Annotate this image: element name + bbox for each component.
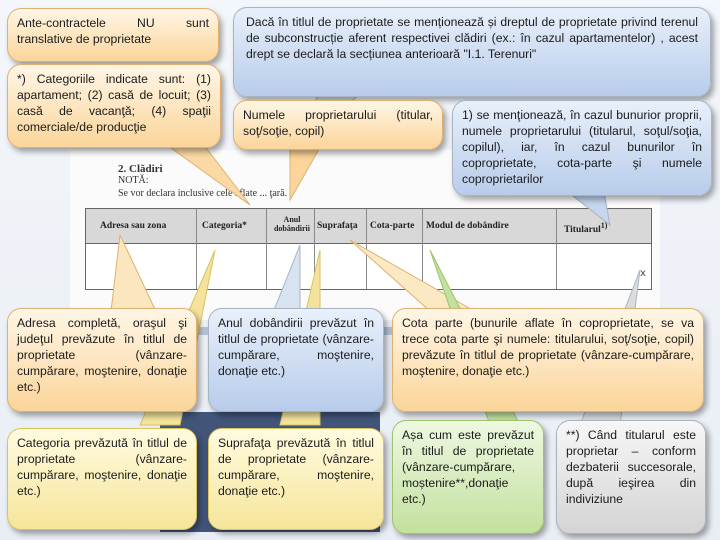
header-titular: Titularul$^{1)}$: [564, 221, 608, 236]
header-cota: Cota-parte: [370, 221, 415, 231]
callout-share: Cota parte (bunurile aflate în coproprietate, se va trece cota parte şi numele: titularului, soţ/soţie, copil) prevăzute în titlul de proprietate (vânzare-cumpărare, moştenire, donaţie etc.): [392, 308, 704, 412]
note-label: NOTĂ:: [118, 175, 149, 186]
callout-acquisition-mode: Așa cum este prevăzut în titlul de proprietate (vânzare-cumpărare, moștenire**,donaţie etc.): [392, 420, 544, 534]
header-adresa: Adresa sau zona: [100, 221, 167, 231]
callout-address: Adresa completă, oraşul şi judeţul prevăzute în titlul de proprietate (vânzare-cumpărare, moştenire, donaţie etc.): [7, 308, 197, 412]
header-suprafata: Suprafaţa: [317, 221, 358, 231]
callout-categories: *) Categoriile indicate sunt: (1) apartament; (2) casă de locuit; (3) casă de vacanţă; (4) spaţii comerciale/de producţie: [7, 64, 221, 148]
callout-acquisition-year: Anul dobândirii prevăzut în titlul de proprietate (vânzare-cumpărare, moştenire, donaţie etc.): [208, 308, 384, 412]
callout-coownership: 1) se menţionează, în cazul bunurior proprii, numele proprietarului (titularul, soţul/soţia, copilul), iar, în cazul bunurilor în coproprietate, cota-parte şi numele coproprietarilor: [452, 100, 712, 196]
section-title: 2. Clădiri: [118, 163, 163, 175]
row-close-mark: x: [640, 268, 646, 279]
declare-line: Se vor declara inclusive cele aflate ... ţară.: [118, 188, 288, 199]
callout-category: Categoria prevăzută în titlul de proprietate (vânzare-cumpărare, moştenire, donaţie etc.): [7, 428, 197, 530]
callout-owner-name: Numele proprietarului (titular, soţ/soţie, copil): [233, 100, 443, 150]
callout-not-translative: Ante-contractele NU sunt translative de proprietate: [7, 8, 219, 62]
header-categoria: Categoria*: [202, 221, 247, 231]
callout-surface: Suprafaţa prevăzută în titlul de proprietate (vânzare-cumpărare, moştenire, donaţie etc.): [208, 428, 384, 530]
header-modul: Modul de dobândire: [426, 221, 509, 231]
callout-land-right: Dacă în titlul de proprietate se menționează și dreptul de proprietate privind terenul de subconstrucție aferent respectivei clădiri (ex.: în cazul apartamentelor) , acest drept se declară la secțiunea anterioară "I.1. Terenuri": [233, 7, 711, 97]
callout-succession: **) Când titularul este proprietar – conform dezbaterii succesorale, după ieşirea din indiviziune: [556, 420, 706, 534]
header-anul: Anul dobândirii: [273, 215, 310, 233]
